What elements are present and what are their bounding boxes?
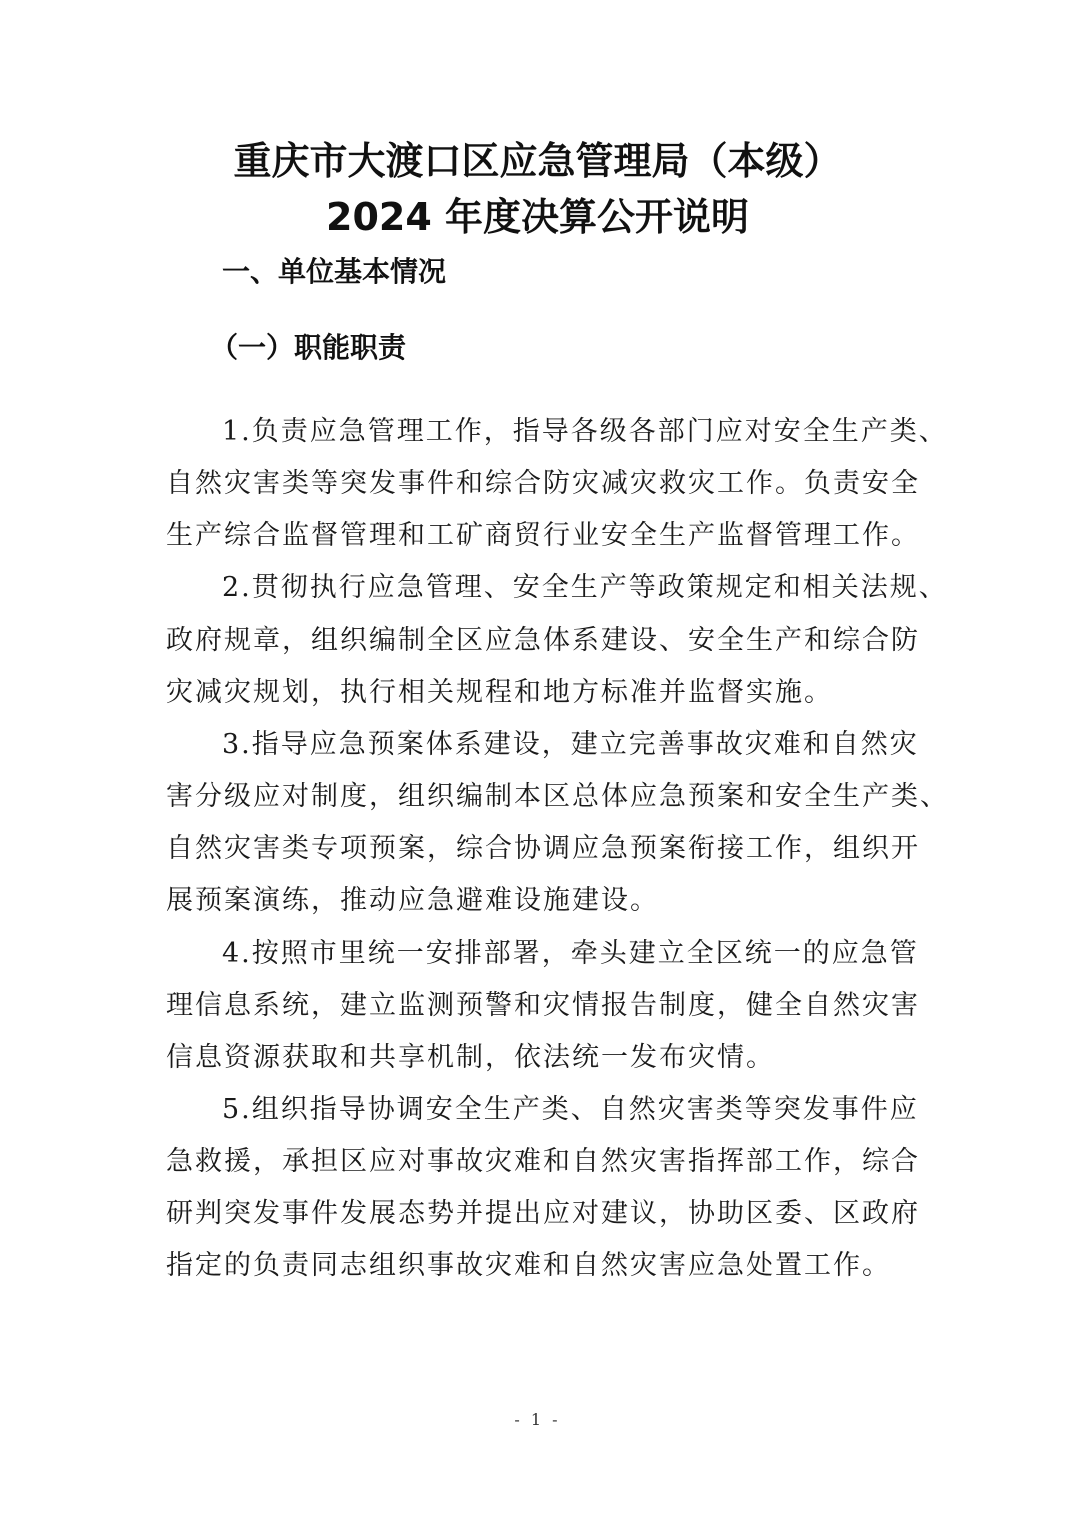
paragraph-line: 展预案演练，推动应急避难设施建设。	[166, 885, 659, 916]
document-title-line-1: 重庆市大渡口区应急管理局（本级）	[233, 139, 842, 183]
paragraph-line: 急救援，承担区应对事故灾难和自然灾害指挥部工作，综合	[166, 1146, 920, 1177]
paragraph-line: 2.贯彻执行应急管理、安全生产等政策规定和相关法规、	[222, 572, 948, 603]
paragraph-line: 理信息系统，建立监测预警和灾情报告制度，健全自然灾害	[166, 990, 920, 1021]
paragraph-line: 5.组织指导协调安全生产类、自然灾害类等突发事件应	[222, 1094, 919, 1125]
paragraph-line: 研判突发事件发展态势并提出应对建议，协助区委、区政府	[166, 1198, 920, 1229]
paragraph-line: 生产综合监督管理和工矿商贸行业安全生产监督管理工作。	[166, 520, 920, 551]
paragraph-line: 3.指导应急预案体系建设，建立完善事故灾难和自然灾	[222, 729, 919, 760]
paragraph-line: 自然灾害类等突发事件和综合防灾减灾救灾工作。负责安全	[166, 468, 920, 499]
document-title-line-2: 2024 年度决算公开说明	[326, 195, 749, 239]
paragraph-line: 政府规章，组织编制全区应急体系建设、安全生产和综合防	[166, 625, 920, 656]
paragraph-line: 信息资源获取和共享机制，依法统一发布灾情。	[166, 1042, 775, 1073]
section-heading: 一、单位基本情况	[222, 255, 447, 288]
page-number: - 1 -	[514, 1410, 561, 1429]
paragraph-line: 指定的负责同志组织事故灾难和自然灾害应急处置工作。	[166, 1250, 891, 1281]
subsection-heading: （一）职能职责	[210, 331, 407, 364]
paragraph-line: 自然灾害类专项预案，综合协调应急预案衔接工作，组织开	[166, 833, 920, 864]
paragraph-line: 4.按照市里统一安排部署，牵头建立全区统一的应急管	[222, 938, 919, 969]
paragraph-line: 1.负责应急管理工作，指导各级各部门应对安全生产类、	[222, 416, 948, 447]
paragraph-line: 灾减灾规划，执行相关规程和地方标准并监督实施。	[166, 677, 833, 708]
paragraph-line: 害分级应对制度，组织编制本区总体应急预案和安全生产类、	[166, 781, 949, 812]
